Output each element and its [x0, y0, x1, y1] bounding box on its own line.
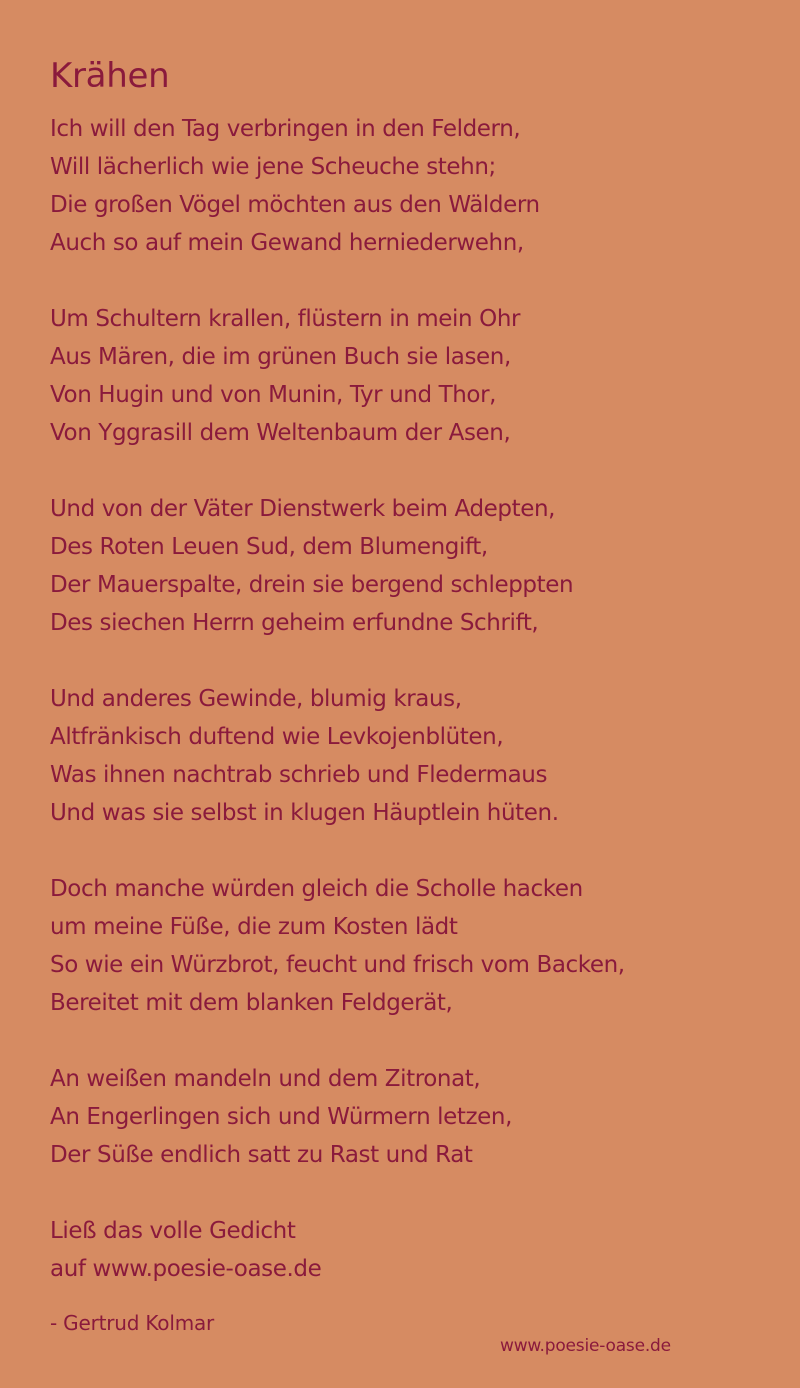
poem-line: Und was sie selbst in klugen Häuptlein hüten. [50, 800, 559, 826]
poem-line: So wie ein Würzbrot, feucht und frisch vom Backen, [50, 952, 625, 978]
read-more-line: auf www.poesie-oase.de [50, 1256, 322, 1282]
poem-line: Von Yggrasill dem Weltenbaum der Asen, [50, 420, 511, 446]
poem-line: Des Roten Leuen Sud, dem Blumengift, [50, 534, 488, 560]
poem-line: Doch manche würden gleich die Scholle hacken [50, 876, 583, 902]
poem-line: Und anderes Gewinde, blumig kraus, [50, 686, 462, 712]
stanza-1 [50, 110, 770, 262]
poem-line: Und von der Väter Dienstwerk beim Adepten, [50, 496, 556, 522]
stanza-5 [50, 870, 770, 1022]
poem-line: Was ihnen nachtrab schrieb und Fledermaus [50, 762, 548, 788]
poem-line: um meine Füße, die zum Kosten lädt [50, 914, 458, 940]
poem-line: Auch so auf mein Gewand herniederwehn, [50, 230, 524, 256]
poem-body [50, 110, 770, 1326]
poem-line: Der Süße endlich satt zu Rast und Rat [50, 1142, 473, 1168]
poem-line: Bereitet mit dem blanken Feldgerät, [50, 990, 453, 1016]
read-more-note [50, 1212, 770, 1288]
poem-line: Der Mauerspalte, drein sie bergend schleppten [50, 572, 574, 598]
poem-author: - Gertrud Kolmar [50, 1311, 215, 1335]
poem-line: Aus Mären, die im grünen Buch sie lasen, [50, 344, 511, 370]
poem-line: Die großen Vögel möchten aus den Wäldern [50, 192, 540, 218]
poem-line: Von Hugin und von Munin, Tyr und Thor, [50, 382, 497, 408]
poem-title: Krähen [50, 56, 170, 96]
site-watermark: www.poesie-oase.de [500, 1336, 671, 1356]
stanza-3 [50, 490, 770, 642]
poem-line: Will lächerlich wie jene Scheuche stehn; [50, 154, 496, 180]
poem-line: Altfränkisch duftend wie Levkojenblüten, [50, 724, 504, 750]
poem-line: Ich will den Tag verbringen in den Feldern, [50, 116, 521, 142]
stanza-2 [50, 300, 770, 452]
stanza-4 [50, 680, 770, 832]
read-more-line: Ließ das volle Gedicht [50, 1218, 296, 1244]
poem-line: An weißen mandeln und dem Zitronat, [50, 1066, 481, 1092]
poem-line: Um Schultern krallen, flüstern in mein Ohr [50, 306, 521, 332]
stanza-6 [50, 1060, 770, 1174]
poem-line: Des siechen Herrn geheim erfundne Schrift, [50, 610, 539, 636]
poem-line: An Engerlingen sich und Würmern letzen, [50, 1104, 513, 1130]
